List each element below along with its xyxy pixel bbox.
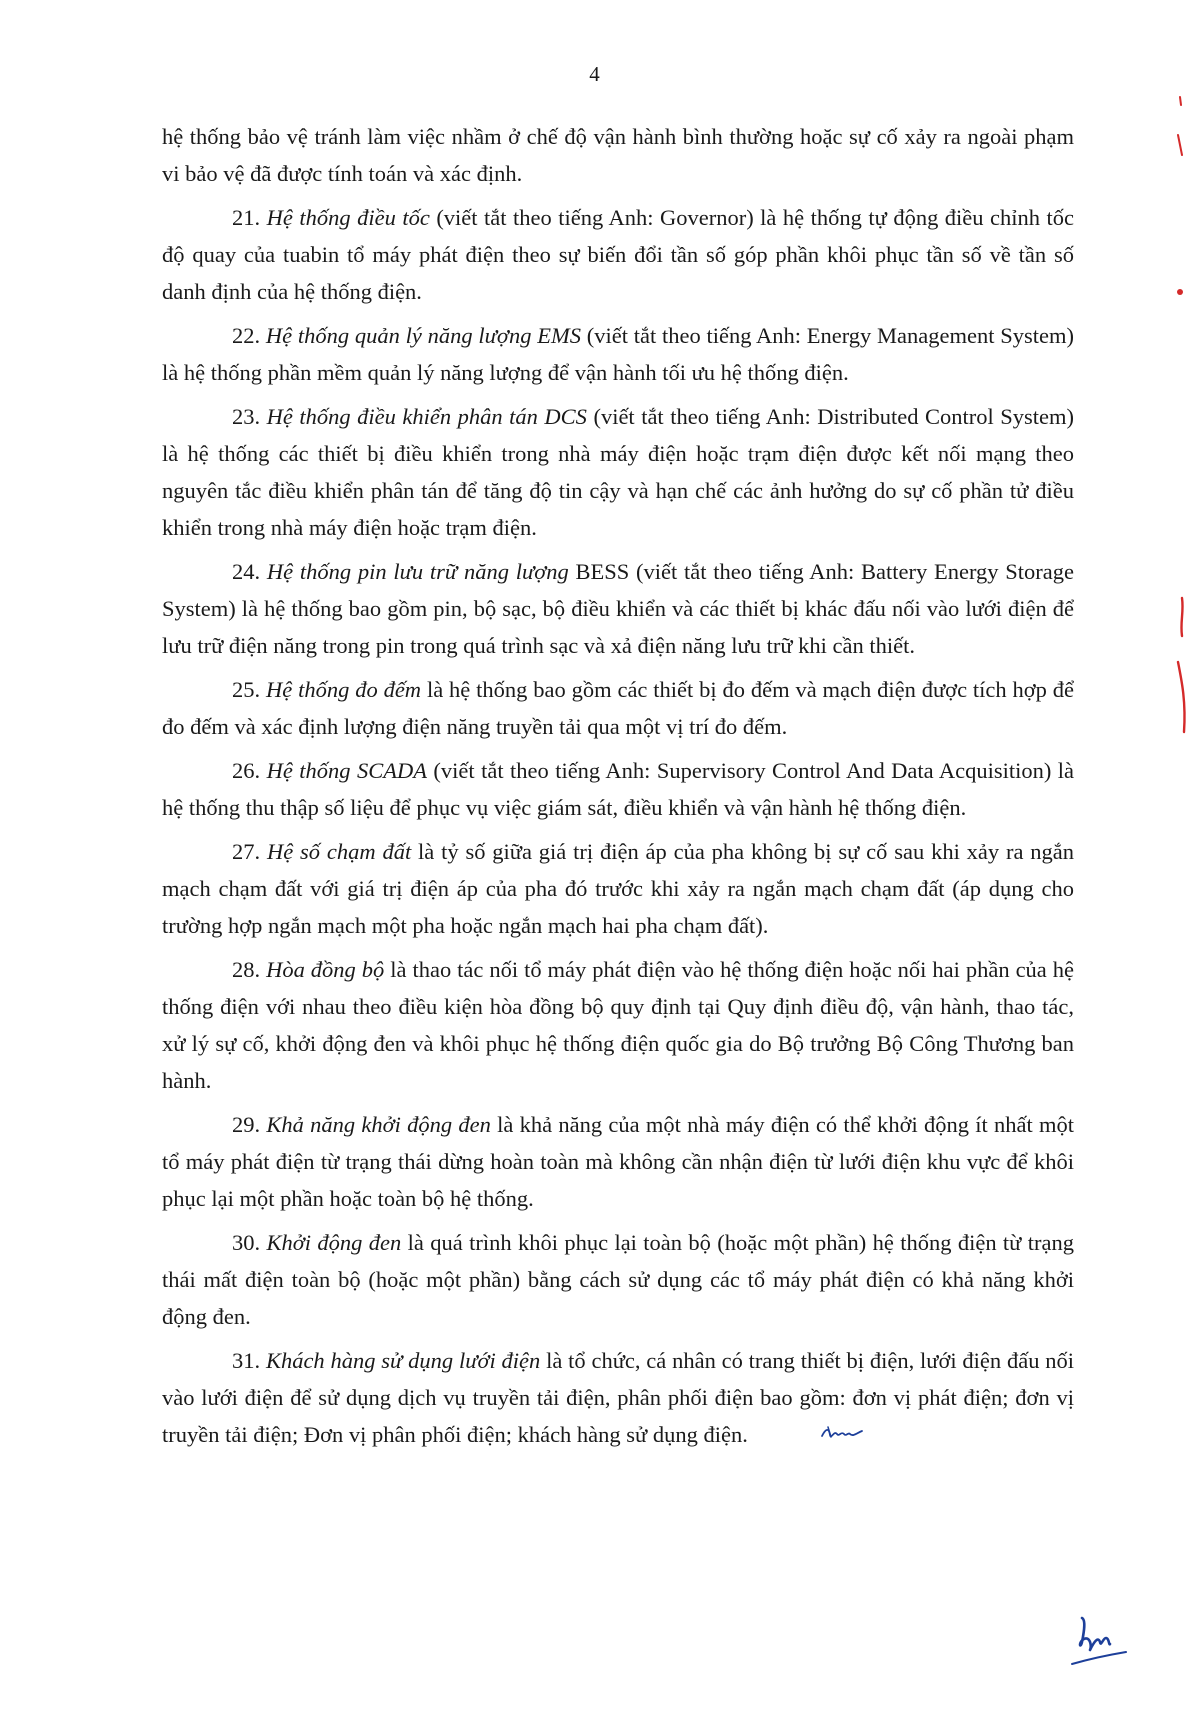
definition-number: 22. [232, 323, 261, 348]
definition-31 [162, 1342, 1074, 1453]
definition-27 [162, 833, 1074, 944]
definition-text: là tỷ số giữa giá trị điện áp của pha không bị sự cố sau khi xảy ra ngắn mạch chạm đất với giá trị điện áp của pha đó trước khi xảy ra ngắn mạch chạm đất (áp dụng cho trường hợp ngắn mạch một pha hoặc ngắn mạch hai pha chạm đất). [162, 839, 1075, 938]
definition-text: (viết tắt theo tiếng Anh: Supervisory Control And Data Acquisition) là hệ thống thu thập số liệu để phục vụ việc giám sát, điều khiển và vận hành hệ thống điện. [162, 758, 1075, 820]
definition-25 [162, 671, 1074, 745]
definition-28 [162, 951, 1074, 1099]
definition-number: 23. [232, 404, 261, 429]
definition-number: 21. [232, 205, 261, 230]
definition-24 [162, 553, 1074, 664]
definition-text: (viết tắt theo tiếng Anh: Energy Management System) là hệ thống phần mềm quản lý năng lượng để vận hành tối ưu hệ thống điện. [162, 323, 1075, 385]
corner-initials-icon [1068, 1612, 1130, 1673]
definition-term: Hệ thống SCADA [266, 758, 427, 783]
document-body [162, 118, 1074, 1460]
definition-term: Khách hàng sử dụng lưới điện [265, 1348, 541, 1373]
definition-term: Hệ thống đo đếm [266, 677, 422, 702]
definition-21 [162, 199, 1074, 310]
definition-term: Khả năng khởi động đen [266, 1112, 491, 1137]
definition-number: 30. [232, 1230, 261, 1255]
definition-number: 24. [232, 559, 261, 584]
definition-number: 26. [232, 758, 261, 783]
definition-30 [162, 1224, 1074, 1335]
definition-22 [162, 317, 1074, 391]
definition-text: (viết tắt theo tiếng Anh: Distributed Control System) là hệ thống các thiết bị điều khiển trong nhà máy điện hoặc trạm điện được kết nối mạng theo nguyên tắc điều khiển phân tán để tăng độ tin cậy và hạn chế các ảnh hưởng do sự cố phần tử điều khiển trong nhà máy điện hoặc trạm điện. [162, 404, 1074, 540]
definition-term: Hòa đồng bộ [266, 957, 385, 982]
definition-number: 28. [232, 957, 261, 982]
definition-text: (viết tắt theo tiếng Anh: Governor) là hệ thống tự động điều chỉnh tốc độ quay của tuabin tổ máy phát điện theo sự biến đổi tần số góp phần khôi phục tần số về tần số danh định của hệ thống điện. [162, 205, 1075, 304]
margin-mark-icon [1174, 282, 1186, 307]
definition-term: Hệ thống điều tốc [266, 205, 430, 230]
definition-text: BESS (viết tắt theo tiếng Anh: Battery Energy Storage System) là hệ thống bao gồm pin, bộ sạc, bộ điều khiển và các thiết bị khác đấu nối vào lưới điện để lưu trữ điện năng trong pin trong quá trình sạc và xả điện năng lưu trữ khi cần thiết. [162, 559, 1075, 658]
paragraph-continuation [162, 118, 1074, 192]
definition-number: 25. [232, 677, 261, 702]
margin-mark-icon [1174, 592, 1188, 747]
definition-number: 27. [232, 839, 261, 864]
definition-term: Hệ thống điều khiển phân tán DCS [266, 404, 587, 429]
page-number: 4 [589, 62, 600, 86]
definition-text: là tổ chức, cá nhân có trang thiết bị điện, lưới điện đấu nối vào lưới điện để sử dụng dịch vụ truyền tải điện, phân phối điện bao gồm: đơn vị phát điện; đơn vị truyền tải điện; Đơn vị phân phối điện; khách hàng sử dụng điện. [162, 1348, 1074, 1447]
definition-text: là thao tác nối tổ máy phát điện vào hệ thống điện hoặc nối hai phần của hệ thống điện với nhau theo điều kiện hòa đồng bộ quy định tại Quy định điều độ, vận hành, thao tác, xử lý sự cố, khởi động đen và khôi phục hệ thống điện quốc gia do Bộ trưởng Bộ Công Thương ban hành. [162, 957, 1074, 1093]
definition-number: 31. [232, 1348, 261, 1373]
definition-term: Khởi động đen [266, 1230, 402, 1255]
definition-26 [162, 752, 1074, 826]
definition-term: Hệ số chạm đất [266, 839, 412, 864]
margin-mark-icon [1174, 95, 1186, 170]
initials-signature-icon [750, 1416, 864, 1453]
definition-term: Hệ thống quản lý năng lượng EMS [265, 323, 581, 348]
definition-text: là hệ thống bao gồm các thiết bị đo đếm và mạch điện được tích hợp để đo đếm và xác định lượng điện năng truyền tải qua một vị trí đo đếm. [162, 677, 1075, 739]
definition-29 [162, 1106, 1074, 1217]
paragraph-text: hệ thống bảo vệ tránh làm việc nhầm ở chế độ vận hành bình thường hoặc sự cố xảy ra ngoài phạm vi bảo vệ đã được tính toán và xác định. [162, 124, 1074, 186]
definition-23 [162, 398, 1074, 546]
definition-term: Hệ thống pin lưu trữ năng lượng [266, 559, 569, 584]
definition-text: là quá trình khôi phục lại toàn bộ (hoặc một phần) hệ thống điện từ trạng thái mất điện toàn bộ (hoặc một phần) bằng cách sử dụng các tổ máy phát điện có khả năng khởi động đen. [162, 1230, 1074, 1329]
definition-number: 29. [232, 1112, 261, 1137]
definition-text: là khả năng của một nhà máy điện có thể khởi động ít nhất một tổ máy phát điện từ trạng thái dừng hoàn toàn mà không cần nhận điện từ lưới điện khu vực để khôi phục lại một phần hoặc toàn bộ hệ thống. [162, 1112, 1075, 1211]
